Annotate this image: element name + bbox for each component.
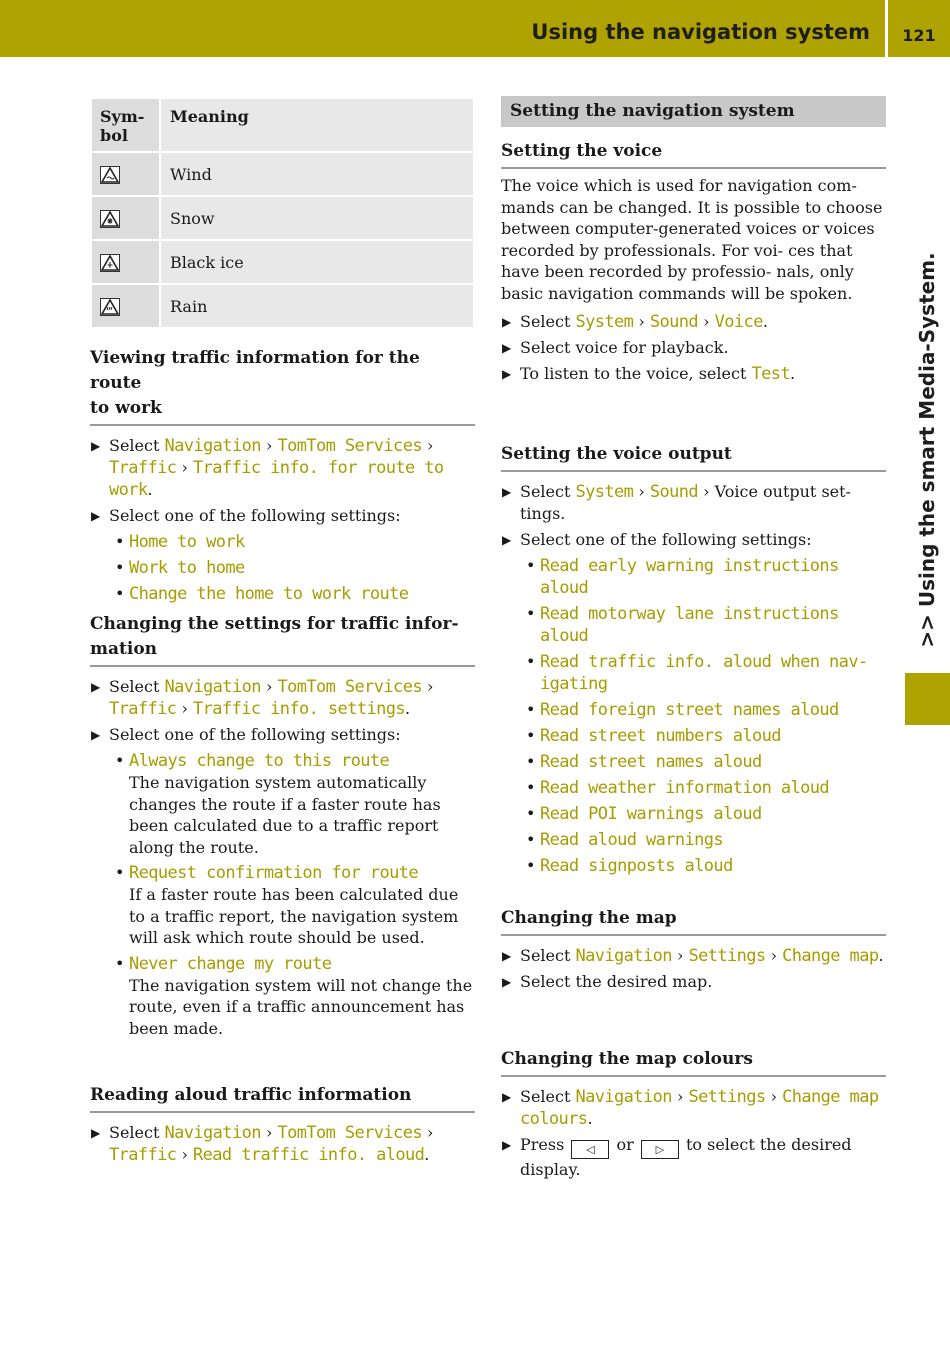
menu-item-tomtom-services: TomTom Services (277, 1123, 422, 1143)
snow-warning-icon (100, 210, 120, 228)
section-voice-output (501, 442, 886, 877)
left-arrow-key-icon: ◁ (571, 1140, 609, 1159)
menu-item-voice-output: Voice output set- tings. (520, 482, 851, 523)
list-item: • Read motorway lane instructions aloud (501, 603, 886, 647)
menu-item-navigation: Navigation (164, 1123, 261, 1143)
list-item: • Read weather information aloud (501, 777, 886, 799)
menu-item-change-map: Change map (782, 946, 879, 966)
page-number: 121 (902, 26, 936, 45)
list-item: • Never change my route (90, 953, 475, 975)
list-item: • Read street numbers aloud (501, 725, 886, 747)
table-row (91, 284, 474, 328)
list-item: • Read foreign street names aloud (501, 699, 886, 721)
list-item: • Read traffic info. aloud when nav- igating (501, 651, 886, 695)
chapter-bar-heading: Setting the navigation system (501, 96, 886, 127)
instruction-step: ▶ Select one of the following settings: (501, 529, 886, 551)
rain-warning-icon (100, 298, 120, 316)
section-heading: Changing the map colours (501, 1047, 886, 1077)
side-chapter-tab (905, 673, 950, 725)
body-paragraph: The voice which is used for navigation com- mands can be changed. It is possible to choose between computer-generated voices or voices recorded by professionals. For voi- ces that have been recorded by professio- nals, only basic navigation commands will be spoken. (501, 176, 883, 303)
column-header-meaning: Meaning (160, 98, 474, 152)
menu-item-read-traffic-info: Read traffic info. aloud (193, 1145, 425, 1165)
instruction-step: ▶ Select Navigation › Settings › Change map. (501, 945, 886, 967)
section-map-colours (501, 1047, 886, 1181)
menu-item-traffic-info-settings: Traffic info. settings (193, 699, 405, 719)
menu-item-navigation: Navigation (164, 677, 261, 697)
menu-item-navigation: Navigation (575, 946, 672, 966)
menu-item-traffic: Traffic (109, 458, 177, 478)
list-item: • Read aloud warnings (501, 829, 886, 851)
table-header-row (91, 98, 474, 152)
menu-item-change-map-colours: Change map colours (520, 1087, 879, 1129)
meaning-cell: Black ice (160, 240, 474, 284)
menu-item-settings: Settings (688, 946, 766, 966)
section-heading: Changing the map (501, 906, 886, 936)
section-route-to-work (90, 346, 475, 605)
right-arrow-key-icon: ▷ (641, 1140, 679, 1159)
list-item: • Read signposts aloud (501, 855, 886, 877)
meaning-cell: Rain (160, 284, 474, 328)
page-header (0, 0, 950, 57)
symbol-table (90, 97, 475, 329)
option-description: The navigation system will not change the route, even if a traffic announcement has been made. (129, 975, 473, 1038)
instruction-step: ▶ To listen to the voice, select Test. (501, 363, 886, 385)
section-heading: Setting the voice (501, 139, 886, 169)
table-row (91, 152, 474, 196)
section-setting-voice (501, 96, 886, 385)
menu-item-system: System (575, 482, 634, 502)
instruction-step: ▶ Select Navigation › Settings › Change map colours. (501, 1086, 886, 1130)
instruction-step: ▶ Select the desired map. (501, 971, 886, 993)
menu-item-settings: Settings (688, 1087, 766, 1107)
menu-item-sound: Sound (649, 482, 699, 502)
wind-warning-icon (100, 166, 120, 184)
menu-item-system: System (575, 311, 634, 332)
menu-item-navigation: Navigation (164, 436, 261, 456)
instruction-step: ▶ Press ◁ or ▷ to select the desired display. (501, 1134, 886, 1181)
list-item: • Work to home (90, 557, 475, 579)
menu-item-sound: Sound (649, 311, 699, 332)
section-read-aloud (90, 1083, 475, 1166)
instruction-step: ▶ Select Navigation › TomTom Services › Traffic › Traffic info. for route to work. (90, 435, 475, 501)
section-heading: Reading aloud traffic information (90, 1083, 475, 1113)
menu-item-traffic: Traffic (109, 699, 177, 719)
meaning-cell: Snow (160, 196, 474, 240)
list-item: • Read early warning instructions aloud (501, 555, 886, 599)
instruction-step: ▶ Select Navigation › TomTom Services › Traffic › Traffic info. settings. (90, 676, 475, 720)
list-item: • Change the home to work route (90, 583, 475, 605)
section-heading: Changing the settings for traffic infor- mation (90, 612, 475, 667)
option-description: If a faster route has been calculated due to a traffic report, the navigation system will ask which route should be used. (129, 885, 459, 947)
table-row (91, 196, 474, 240)
instruction-step: ▶ Select Navigation › TomTom Services › Traffic › Read traffic info. aloud. (90, 1122, 475, 1166)
list-item: • Always change to this route (90, 750, 475, 772)
menu-item-navigation: Navigation (575, 1087, 672, 1107)
column-header-symbol: Sym- bol (91, 98, 160, 152)
instruction-step: ▶ Select one of the following settings: (90, 505, 475, 527)
menu-item-test: Test (751, 363, 791, 384)
menu-item-tomtom-services: TomTom Services (277, 436, 422, 456)
black-ice-warning-icon (100, 254, 120, 272)
page-title: Using the navigation system (531, 20, 870, 44)
option-description: The navigation system automatically changes the route if a faster route has been calculated due to a traffic report along the route. (129, 773, 441, 857)
meaning-cell: Wind (160, 152, 474, 196)
side-chapter-label: >> Using the smart Media-System. (915, 252, 939, 648)
menu-item-traffic: Traffic (109, 1145, 177, 1165)
instruction-step: ▶ Select System › Sound › Voice output set- tings. (501, 481, 886, 525)
list-item: • Request confirmation for route (90, 862, 475, 884)
instruction-step: ▶ Select one of the following settings: (90, 724, 475, 746)
instruction-step: ▶ Select voice for playback. (501, 337, 886, 359)
list-item: • Read street names aloud (501, 751, 886, 773)
menu-item-voice: Voice (714, 311, 763, 332)
section-change-map (501, 906, 886, 993)
list-item: • Home to work (90, 531, 475, 553)
instruction-step: ▶ Select System › Sound › Voice. (501, 311, 886, 333)
section-heading: Setting the voice output (501, 442, 886, 472)
list-item: • Read POI warnings aloud (501, 803, 886, 825)
table-row (91, 240, 474, 284)
menu-item-tomtom-services: TomTom Services (277, 677, 422, 697)
section-traffic-settings (90, 612, 475, 1039)
menu-item-route-to-work: Traffic info. for route to work (109, 458, 444, 500)
section-heading: Viewing traffic information for the route to work (90, 346, 475, 426)
